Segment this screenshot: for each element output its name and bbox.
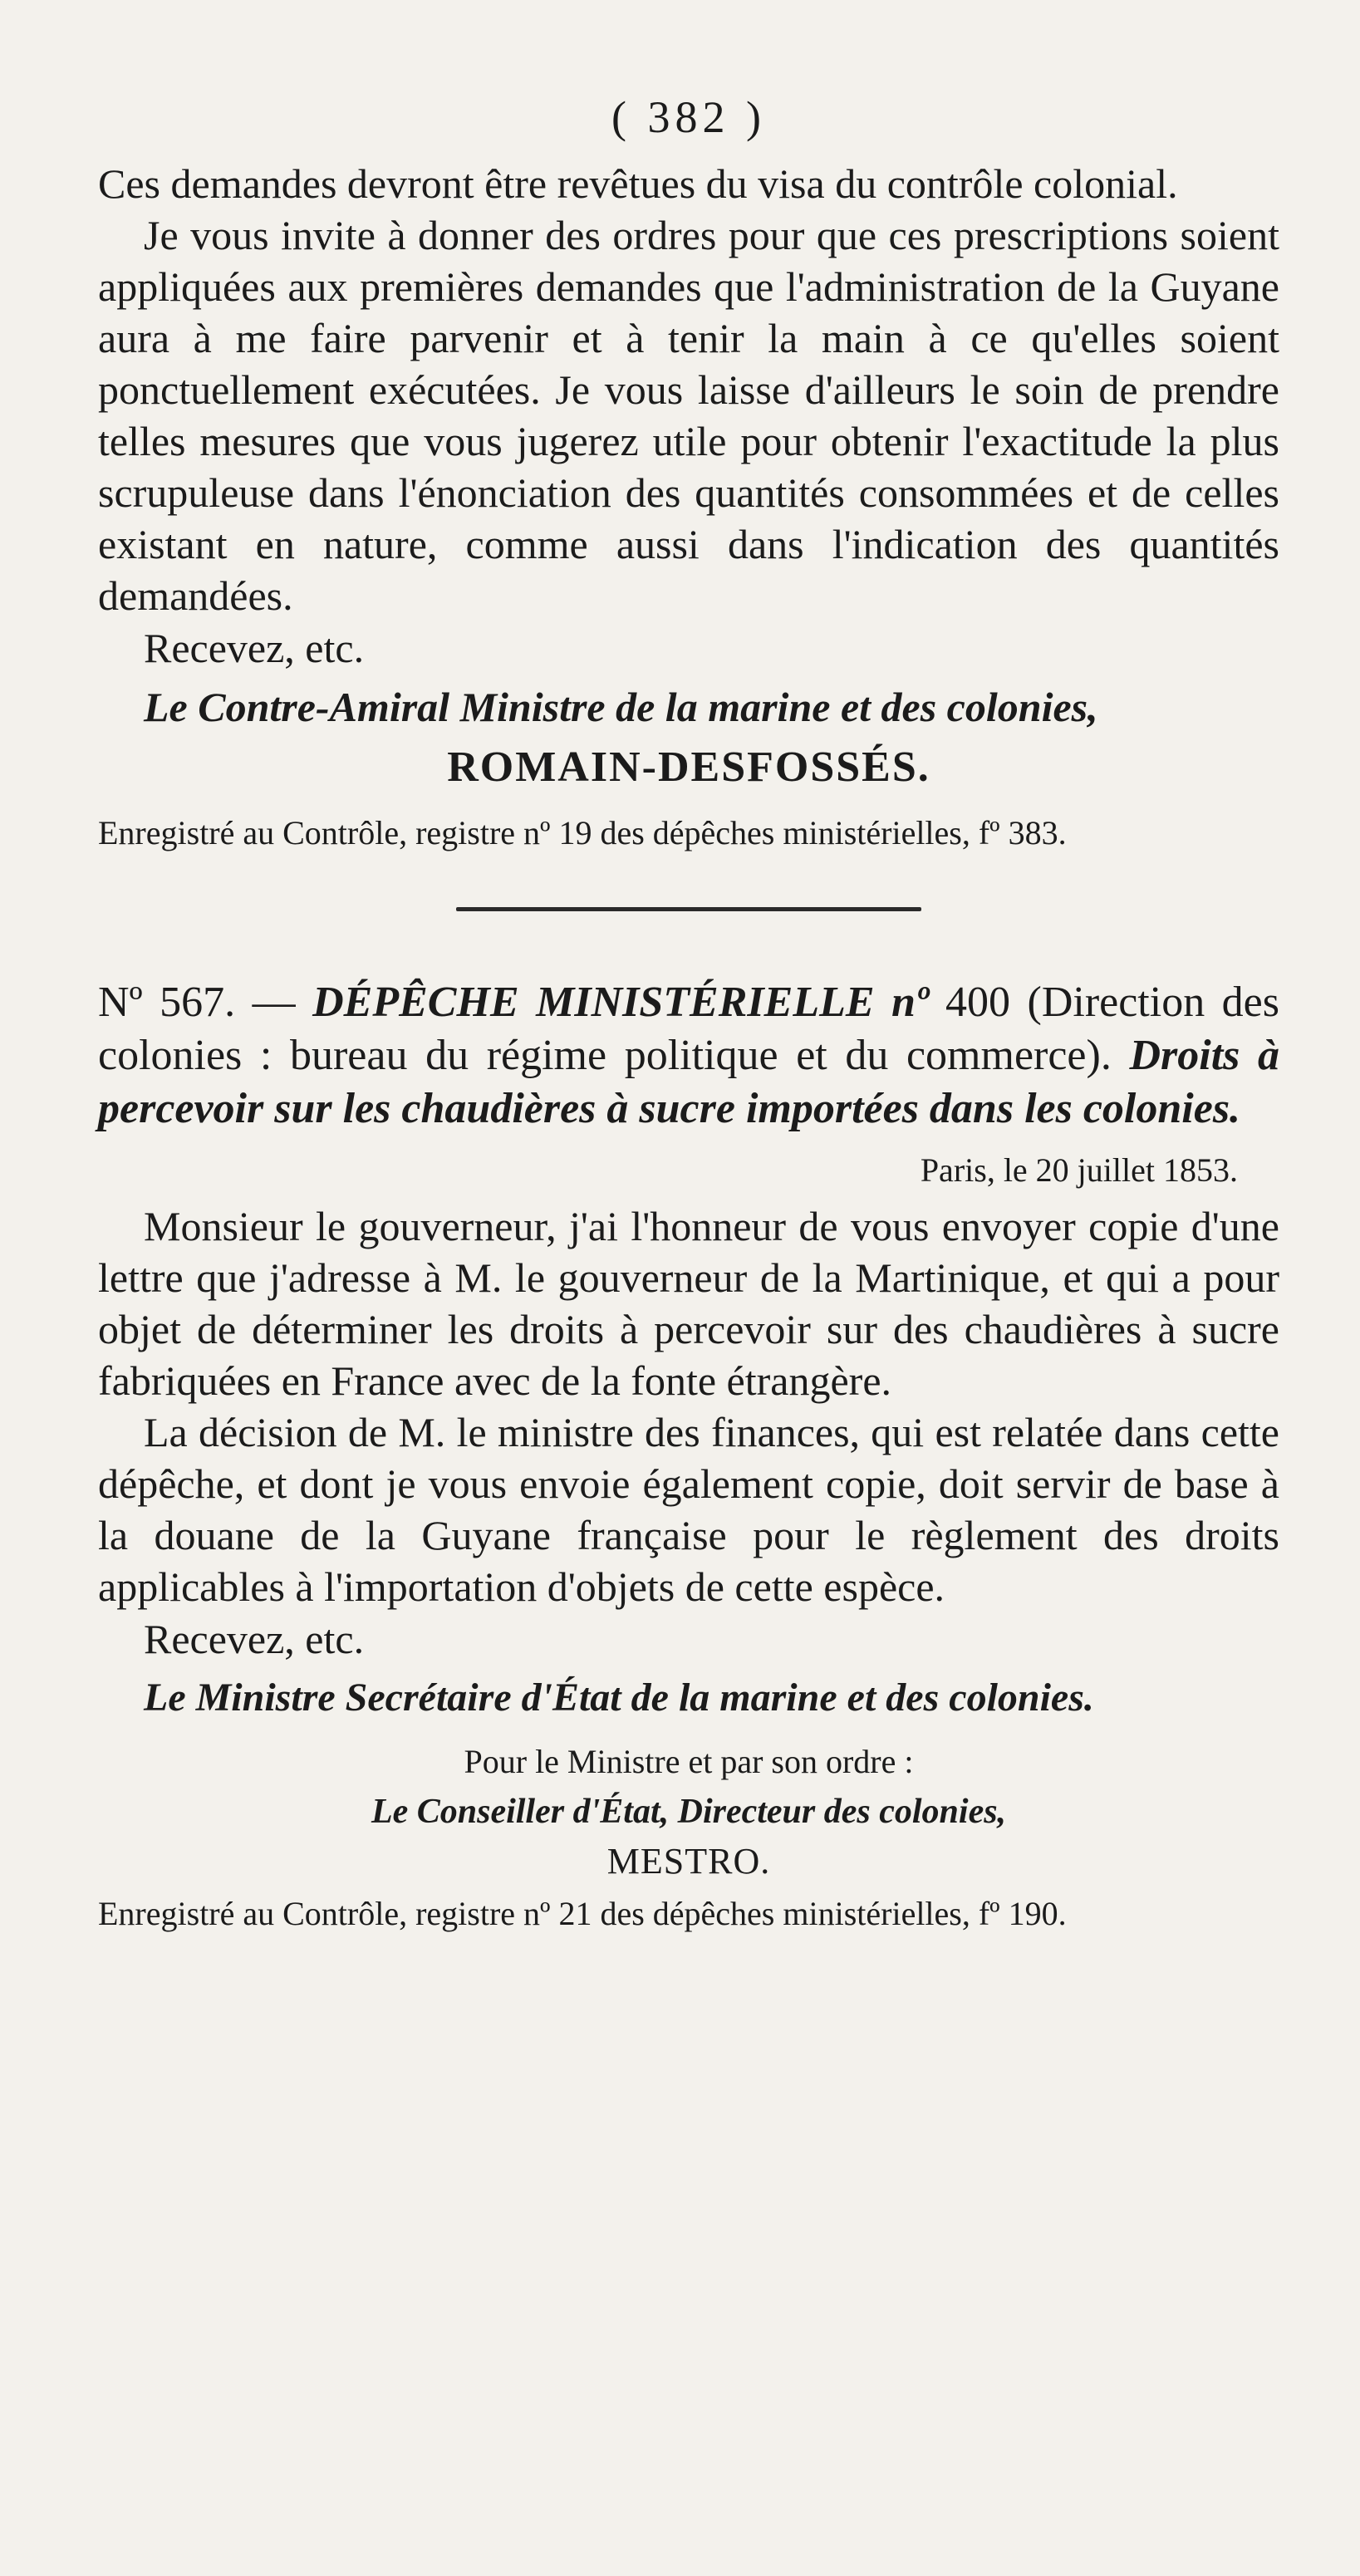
- dispatch-direction: (Direction des colonies : bureau du régime politique et du commerce).: [98, 979, 1279, 1079]
- dispatch-title: DÉPÊCHE MINISTÉRIELLE nº: [312, 979, 929, 1026]
- order-line: Pour le Ministre et par son ordre :: [464, 1743, 914, 1780]
- paragraph-visa: Ces demandes devront être revêtues du visa du contrôle colonial.: [98, 160, 1178, 207]
- paragraph-decision: La décision de M. le ministre des finances, qui est relatée dans cette dépêche, et dont je vous envoie également copie, doit servir de base à la douane de la Guyane française pour le règlement des droits applicables à l'importation d'objets de cette espèce.: [98, 1409, 1279, 1610]
- dispatch-id: 400: [945, 979, 1011, 1026]
- signatory-name: ROMAIN-DESFOSSÉS.: [447, 743, 930, 791]
- dispatch-topic: Droits à percevoir sur les chaudières à sucre importées dans les colonies.: [98, 1032, 1279, 1132]
- text-column: [98, 91, 1279, 1938]
- signatory-title: Le Contre-Amiral Ministre de la marine et des colonies,: [144, 684, 1098, 730]
- director-name: MESTRO.: [606, 1841, 771, 1882]
- section-divider: [456, 907, 921, 911]
- dispatch-heading: [98, 976, 1279, 1136]
- closing-formula-2: Recevez, etc.: [144, 1616, 365, 1662]
- registry-note-2: Enregistré au Contrôle, registre nº 21 des dépêches ministérielles, fº 190.: [98, 1895, 1067, 1932]
- closing-formula: Recevez, etc.: [144, 625, 365, 671]
- director-title: Le Conseiller d'État, Directeur des colonies,: [371, 1793, 1007, 1831]
- paragraph-letter: Monsieur le gouverneur, j'ai l'honneur de vous envoyer copie d'une lettre que j'adresse à M. le gouverneur de la Martinique, et qui a pour objet de déterminer les droits à percevoir sur des chaudières à sucre fabriquées en France avec de la fonte étrangère.: [98, 1203, 1279, 1404]
- registry-note: Enregistré au Contrôle, registre nº 19 des dépêches ministérielles, fº 383.: [98, 814, 1067, 851]
- page-number: ( 382 ): [611, 92, 766, 142]
- paragraph-instructions: Je vous invite à donner des ordres pour que ces prescriptions soient appliquées aux premières demandes que l'administration de la Guyane aura à me faire parvenir et à tenir la main à ce qu'elles soient ponctuellement exécutées. Je vous laisse d'ailleurs le soin de prendre telles mesures que vous jugerez utile pour obtenir l'exactitude la plus scrupuleuse dans l'énonciation des quantités consommées et de celles existant en nature, comme aussi dans l'indication des quantités demandées.: [98, 212, 1279, 619]
- minister-signatory: Le Ministre Secrétaire d'État de la marine et des colonies.: [144, 1676, 1094, 1720]
- dateline: Paris, le 20 juillet 1853.: [920, 1151, 1238, 1189]
- dispatch-number: Nº 567. —: [98, 979, 296, 1026]
